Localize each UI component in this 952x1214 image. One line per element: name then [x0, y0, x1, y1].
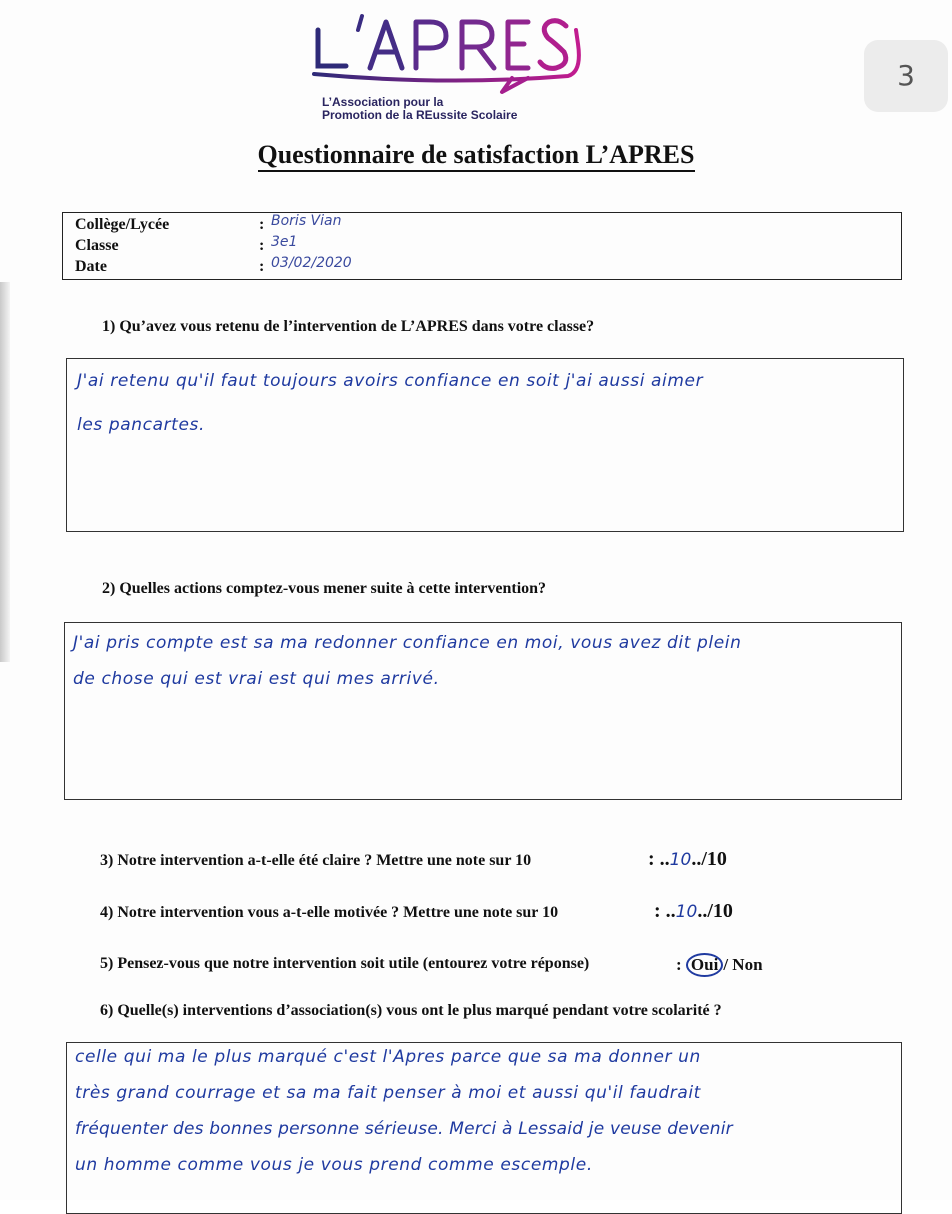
answer-2-line-1: J'ai pris compte est sa ma redonner confiance en moi, vous avez dit plein: [73, 633, 742, 653]
answer-5-yes-circled: Oui: [686, 953, 723, 977]
info-box: [62, 212, 902, 280]
logo-subtitle: [322, 96, 517, 122]
answer-box-6: [66, 1042, 902, 1214]
date-value: 03/02/2020: [271, 255, 352, 271]
school-colon: :: [259, 216, 265, 233]
score-3-prefix: : ..: [648, 848, 670, 870]
logo-subtitle-line1: L’Association pour la: [322, 95, 444, 109]
answer-1-line-2: les pancartes.: [77, 415, 205, 435]
question-6: 6) Quelle(s) interventions d’association(s) vous ont le plus marqué pendant votre scolarité ?: [100, 1002, 722, 1019]
question-3: 3) Notre intervention a-t-elle été claire ? Mettre une note sur 10: [100, 852, 532, 869]
answer-6-line-1: celle qui ma le plus marqué c'est l'Apres parce que sa ma donner un: [75, 1047, 701, 1067]
date-label: Date: [75, 258, 107, 275]
answer-5-choice: [676, 953, 763, 977]
score-3-value: 10: [669, 850, 692, 870]
lapres-logo: [306, 8, 596, 122]
answer-2-line-2: de chose qui est vrai est qui mes arrivé.: [73, 669, 440, 689]
answer-6-line-4: un homme comme vous je vous prend comme escemple.: [75, 1155, 593, 1175]
class-label: Classe: [75, 237, 119, 254]
answer-5-no: / Non: [723, 955, 763, 974]
answer-box-1: [66, 358, 904, 532]
answer-6-line-3: fréquenter des bonnes personne sérieuse. Merci à Lessaid je veuse devenir: [75, 1119, 733, 1139]
logo-subtitle-line2: Promotion de la REussite Scolaire: [322, 108, 518, 122]
score-3: [648, 848, 727, 871]
score-4: [654, 900, 733, 923]
question-5: 5) Pensez-vous que notre intervention soit utile (entourez votre réponse): [100, 955, 590, 972]
class-colon: :: [259, 237, 265, 254]
page-title: Questionnaire de satisfaction L’APRES: [0, 140, 952, 170]
date-colon: :: [259, 258, 265, 275]
answer-6-line-2: très grand courrage et sa ma fait penser à moi et aussi qu'il faudrait: [75, 1083, 701, 1103]
class-value: 3e1: [271, 234, 298, 250]
page-edge-shadow: [0, 282, 10, 662]
score-4-prefix: : ..: [654, 900, 676, 922]
question-1: 1) Qu’avez vous retenu de l’intervention de L’APRES dans votre classe?: [102, 318, 595, 335]
school-label: Collège/Lycée: [75, 216, 170, 233]
score-4-suffix: ../10: [697, 900, 733, 922]
score-3-suffix: ../10: [691, 848, 727, 870]
score-4-value: 10: [675, 902, 698, 922]
page-number-badge: 3: [864, 40, 948, 112]
answer-box-2: [64, 622, 902, 800]
question-2: 2) Quelles actions comptez-vous mener suite à cette intervention?: [102, 580, 547, 597]
answer-5-colon: :: [676, 955, 682, 974]
school-value: Boris Vian: [271, 213, 342, 229]
question-4: 4) Notre intervention vous a-t-elle motivée ? Mettre une note sur 10: [100, 904, 559, 921]
answer-1-line-1: J'ai retenu qu'il faut toujours avoirs confiance en soit j'ai aussi aimer: [77, 371, 704, 391]
